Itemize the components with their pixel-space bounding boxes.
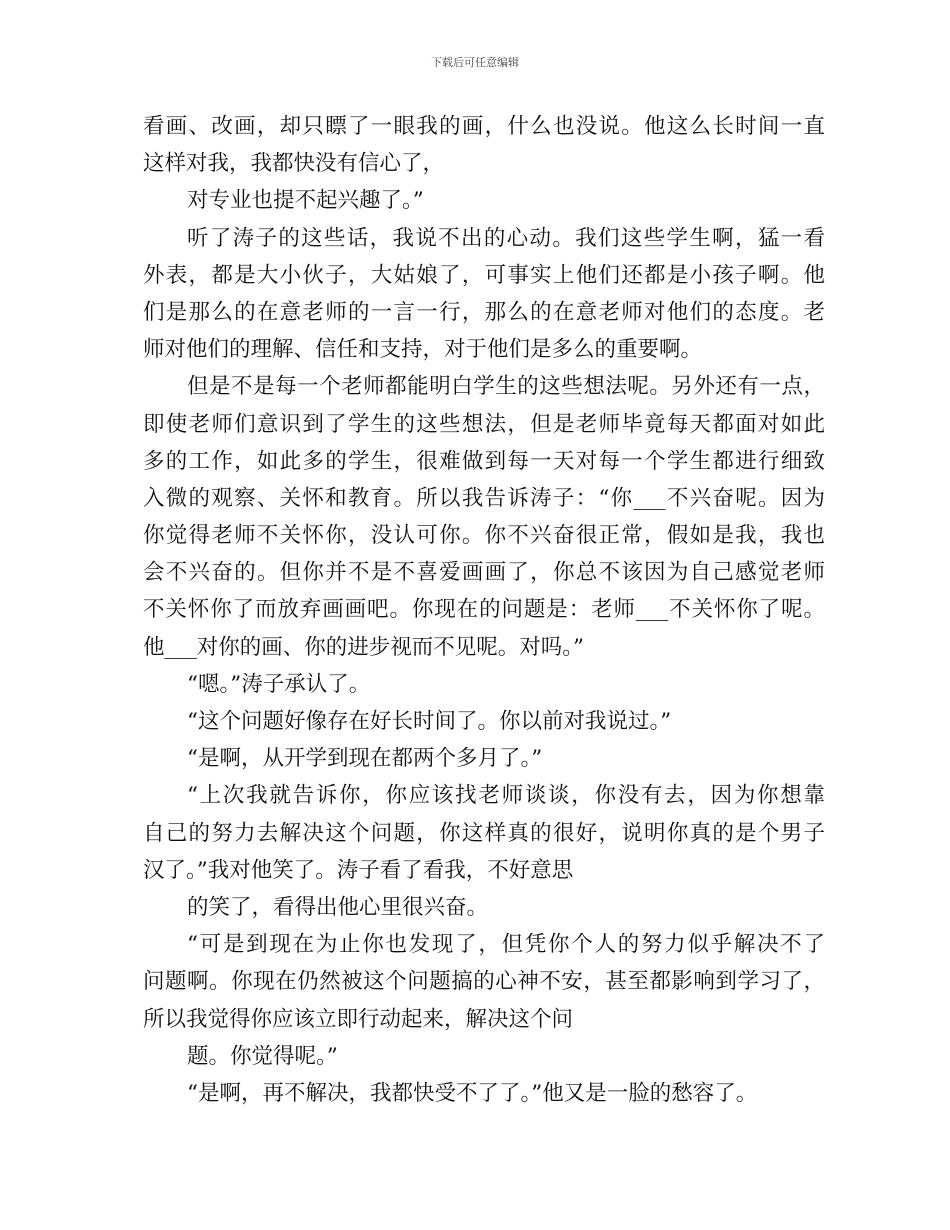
text-line: 所以我觉得你应该立即行动起来，解决这个问 — [143, 1006, 574, 1032]
document-body — [143, 108, 825, 1112]
text-line: 多的工作，如此多的学生，很难做到每一天对每一个学生都进行细致 — [143, 448, 825, 474]
text-line: 不关怀你了而放弃画画吧。你现在的问题是：老师___不关怀你了呢。 — [143, 597, 825, 623]
text-line: 的笑了，看得出他心里很兴奋。 — [187, 894, 489, 920]
text-line: “嗯。”涛子承认了。 — [187, 671, 371, 697]
text-line: 外表，都是大小伙子，大姑娘了，可事实上他们还都是小孩子啊。他 — [143, 262, 825, 288]
text-line: “可是到现在为止你也发现了，但凭你个人的努力似乎解决不了 — [187, 932, 825, 958]
text-line: “这个问题好像存在好长时间了。你以前对我说过。” — [187, 709, 672, 734]
text-line: “上次我就告诉你，你应该找老师谈谈，你没有去，因为你想靠 — [187, 783, 825, 809]
text-line: 们是那么的在意老师的一言一行，那么的在意老师对他们的态度。老 — [143, 299, 825, 325]
text-line: 师对他们的理解、信任和支持，对于他们是多么的重要啊。 — [143, 337, 703, 363]
text-line: 问题啊。你现在仍然被这个问题搞的心神不安，甚至都影响到学习了， — [143, 969, 825, 995]
text-line: 题。你觉得呢。” — [187, 1043, 338, 1069]
text-line: 他___对你的画、你的进步视而不见呢。对吗。” — [143, 634, 584, 660]
text-line: “是啊，再不解决，我都快受不了了。”他又是一脸的愁容了。 — [187, 1080, 758, 1106]
text-line: 看画、改画，却只瞟了一眼我的画，什么也没说。他这么长时间一直 — [143, 114, 825, 139]
text-line: “是啊，从开学到现在都两个多月了。” — [187, 746, 543, 772]
text-line: 这样对我，我都快没有信心了， — [143, 151, 445, 177]
text-line: 你觉得老师不关怀你，没认可你。你不兴奋很正常，假如是我，我也 — [143, 523, 825, 549]
text-line: 听了涛子的这些话，我说不出的心动。我们这些学生啊，猛一看 — [187, 225, 825, 251]
text-line: 自己的努力去解决这个问题，你这样真的很好，说明你真的是个男子 — [143, 820, 825, 846]
text-line: 对专业也提不起兴趣了。” — [187, 188, 424, 214]
text-line: 汉了。”我对他笑了。涛子看了看我，不好意思 — [143, 857, 574, 883]
text-line: 但是不是每一个老师都能明白学生的这些想法呢。另外还有一点， — [187, 374, 825, 400]
text-line: 会不兴奋的。但你并不是不喜爱画画了，你总不该因为自己感觉老师 — [143, 560, 825, 586]
text-line: 入微的观察、关怀和教育。所以我告诉涛子：“你___不兴奋呢。因为 — [143, 485, 825, 511]
text-line: 即使老师们意识到了学生的这些想法，但是老师毕竟每天都面对如此 — [143, 411, 825, 437]
page-header: 下载后可任意编辑 — [431, 56, 519, 69]
